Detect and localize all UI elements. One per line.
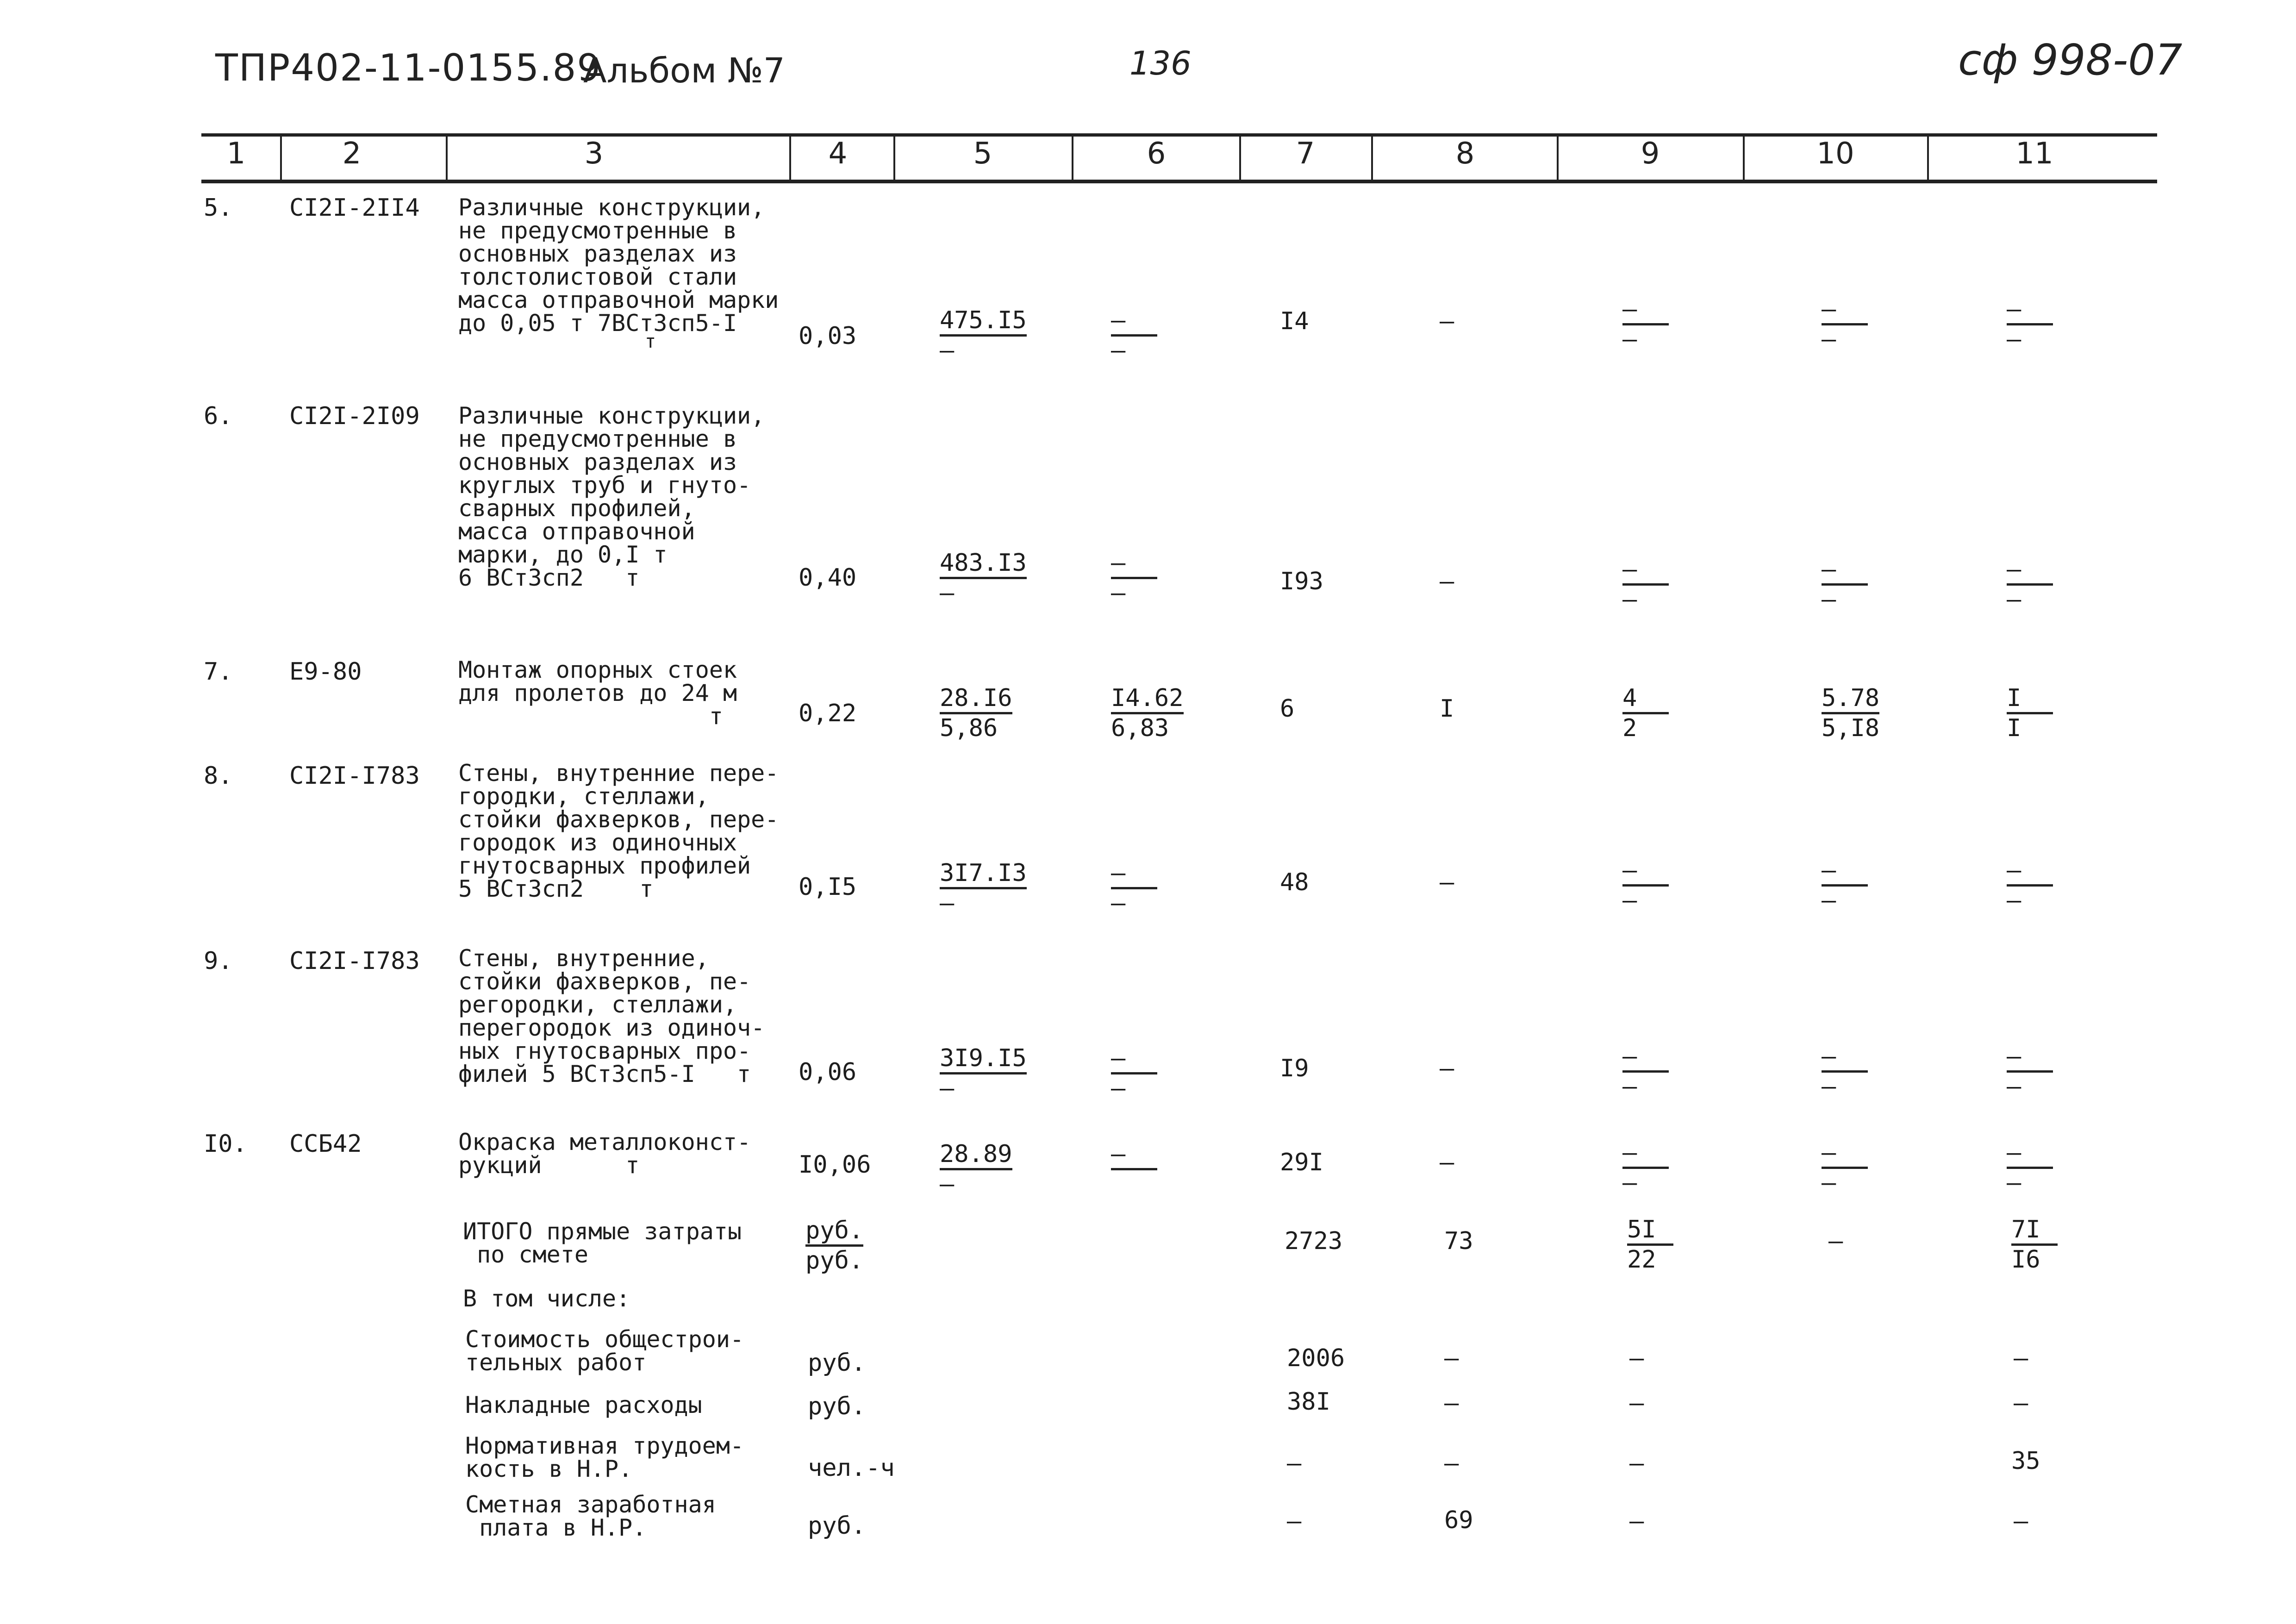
col8-value: – <box>1440 307 1454 335</box>
header-col-divider <box>789 135 791 181</box>
subtotal-col7: – <box>1287 1507 1302 1535</box>
row-number: I0. <box>204 1130 247 1158</box>
col10-value: – – <box>1822 1140 1868 1196</box>
subtotal-label: Нормативная трудоем- кость в Н.Р. <box>465 1432 744 1482</box>
col8-value: – <box>1440 1149 1454 1176</box>
col7-value: I9 <box>1280 1055 1309 1082</box>
quantity: 0,06 <box>799 1058 857 1086</box>
rate-code: СI2I-I783 <box>289 762 420 790</box>
work-description: Стены, внутренние, стойки фахверков, пе- регородки, стеллажи, перегородок из одиноч- ных гнутосварных про- филей 5 ВСт3сп5-I т <box>458 945 765 1087</box>
archive-stamp: сф 998-07 <box>1958 35 2183 85</box>
rate-code: СI2I-2I09 <box>289 402 420 430</box>
col9-value: – – <box>1622 296 1669 352</box>
page-number: 136 <box>1129 44 1192 82</box>
header-col-divider <box>1072 135 1073 181</box>
col9-value: $\frac{4}{2}$ <box>1622 685 1669 741</box>
col8-value: – <box>1440 568 1454 595</box>
col9-value: – – <box>1622 556 1669 612</box>
col9-value: – – <box>1622 1043 1669 1099</box>
including-label: В том числе: <box>463 1285 630 1312</box>
quantity: 0,40 <box>799 564 857 592</box>
totals-col8: 73 <box>1444 1227 1473 1255</box>
subtotal-col11: – <box>2014 1344 2028 1372</box>
header-col-divider <box>893 135 895 181</box>
column-header: 5 <box>973 137 992 171</box>
rate-code: СI2I-2II4 <box>289 194 420 222</box>
subtotal-col11: 35 <box>2011 1447 2040 1475</box>
header-col-divider <box>1239 135 1241 181</box>
column-header: 2 <box>342 137 362 171</box>
col6-value: – <box>1111 1141 1157 1171</box>
column-header: 6 <box>1147 137 1166 171</box>
header-col-divider <box>1743 135 1745 181</box>
subtotal-col9: – <box>1629 1344 1644 1372</box>
header-col-divider <box>1371 135 1373 181</box>
quantity: 0,03 <box>799 322 857 350</box>
totals-unit: руб. руб. <box>805 1217 864 1274</box>
work-description: Различные конструкции, не предусмотренные в основных разделах из толстолистовой стали масса отправочной марки до 0,05 т 7ВСт3сп5-I <box>458 194 779 337</box>
column-header: 11 <box>2015 137 2053 171</box>
subtotal-unit: руб. <box>808 1512 866 1540</box>
subtotal-col7: – <box>1287 1449 1302 1477</box>
col8-value: – <box>1440 1055 1454 1082</box>
col6-value: $\frac{I4.62}{6,83}$ <box>1111 684 1184 742</box>
subtotal-unit: руб. <box>808 1349 866 1377</box>
quantity: 0,I5 <box>799 873 857 901</box>
work-description: Различные конструкции, не предусмотренные в основных разделах из круглых труб и гнуто- сварных профилей, масса отправочной марки, до 0,I т 6 ВСт3сп2 т <box>458 402 765 591</box>
row-number: 5. <box>204 194 233 222</box>
col7-value: I4 <box>1280 307 1309 335</box>
subtotal-col8: – <box>1444 1389 1459 1417</box>
unit-subscript: т <box>645 331 656 352</box>
totals-col7: 2723 <box>1285 1227 1343 1255</box>
work-description: Стены, внутренние пере- городки, стеллажи, стойки фахверков, пере- городок из одиночных гнутосварных профилей 5 ВСт3сп2 т <box>458 760 779 902</box>
rate-code: СI2I-I783 <box>289 947 420 975</box>
subtotal-col7: 2006 <box>1287 1344 1345 1372</box>
rate-code: ССБ42 <box>289 1130 362 1158</box>
rate-code: Е9-80 <box>289 658 362 686</box>
header-col-divider <box>1927 135 1929 181</box>
col10-value: – – <box>1822 1043 1868 1099</box>
col10-value: $\frac{5.78}{5,I8}$ <box>1822 684 1880 742</box>
col11-value: – – <box>2007 1043 2053 1099</box>
column-header: 10 <box>1816 137 1854 171</box>
subtotal-col11: – <box>2014 1389 2028 1417</box>
header-col-divider <box>1557 135 1559 181</box>
col8-value: – <box>1440 868 1454 896</box>
col6-value: – – <box>1111 550 1157 606</box>
header-col-divider <box>446 135 448 181</box>
header-col-divider <box>280 135 282 181</box>
totals-col10: – <box>1828 1227 1843 1255</box>
subtotal-col9: – <box>1629 1449 1644 1477</box>
work-description: Монтаж опорных стоек для пролетов до 24 м т <box>458 656 737 730</box>
col11-value: – – <box>2007 296 2053 352</box>
col7-value: I93 <box>1280 568 1323 595</box>
subtotal-label: Стоимость общестрои- тельных работ <box>465 1326 744 1376</box>
col7-value: 29I <box>1280 1149 1323 1176</box>
col11-value: – – <box>2007 556 2053 612</box>
col6-value: – – <box>1111 860 1157 916</box>
col6-value: – – <box>1111 307 1157 363</box>
col11-value: – – <box>2007 857 2053 913</box>
quantity: I0,06 <box>799 1151 871 1179</box>
row-number: 9. <box>204 947 233 975</box>
subtotal-unit: руб. <box>808 1393 866 1420</box>
column-header: 8 <box>1455 137 1475 171</box>
col7-value: 6 <box>1280 695 1295 723</box>
row-number: 7. <box>204 658 233 686</box>
col11-value: $\frac{I}{I}$ <box>2007 685 2053 741</box>
col10-value: – – <box>1822 556 1868 612</box>
column-header: 9 <box>1641 137 1660 171</box>
quantity: 0,22 <box>799 700 857 727</box>
col10-value: – – <box>1822 296 1868 352</box>
col6-value: – – <box>1111 1045 1157 1101</box>
unit-cost: 483.I3 – <box>940 549 1027 607</box>
unit-cost: 3I7.I3 – <box>940 859 1027 917</box>
column-header: 3 <box>584 137 604 171</box>
work-description: Окраска металлоконст- рукций т <box>458 1129 751 1179</box>
unit-cost: 475.I5 – <box>940 306 1027 364</box>
col7-value: 48 <box>1280 868 1309 896</box>
totals-col11: $\frac{7I}{I6}$ <box>2011 1217 2058 1273</box>
col9-value: – – <box>1622 857 1669 913</box>
document-code: ТПР402-11-0155.89 <box>215 46 602 89</box>
column-header: 1 <box>226 137 246 171</box>
subtotal-label: Накладные расходы <box>465 1392 702 1418</box>
subtotal-label: Сметная заработная плата в Н.Р. <box>465 1491 716 1541</box>
col11-value: – – <box>2007 1140 2053 1196</box>
column-header: 4 <box>828 137 848 171</box>
subtotal-col8: – <box>1444 1344 1459 1372</box>
subtotal-col8: 69 <box>1444 1506 1473 1534</box>
subtotal-col9: – <box>1629 1389 1644 1417</box>
col8-value: I <box>1440 695 1454 723</box>
subtotal-col9: – <box>1629 1507 1644 1535</box>
subtotal-col7: 38I <box>1287 1388 1330 1416</box>
unit-cost: 28.89 – <box>940 1140 1012 1198</box>
subtotal-col8: – <box>1444 1449 1459 1477</box>
row-number: 6. <box>204 402 233 430</box>
row-number: 8. <box>204 762 233 790</box>
column-header: 7 <box>1296 137 1315 171</box>
subtotal-unit: чел.-ч <box>808 1454 895 1482</box>
unit-cost: $\frac{28.I6}{5,86}$ <box>940 684 1012 742</box>
subtotal-col11: – <box>2014 1507 2028 1535</box>
header-top-rule <box>201 133 2157 137</box>
totals-label: ИТОГО прямые затраты по смете <box>463 1218 742 1268</box>
col9-value: – – <box>1622 1140 1669 1196</box>
col10-value: – – <box>1822 857 1868 913</box>
totals-col9: $\frac{5I}{22}$ <box>1627 1217 1673 1273</box>
header-bottom-rule <box>201 180 2157 183</box>
unit-cost: 3I9.I5 – <box>940 1044 1027 1102</box>
album-label: Альбом №7 <box>583 51 785 91</box>
